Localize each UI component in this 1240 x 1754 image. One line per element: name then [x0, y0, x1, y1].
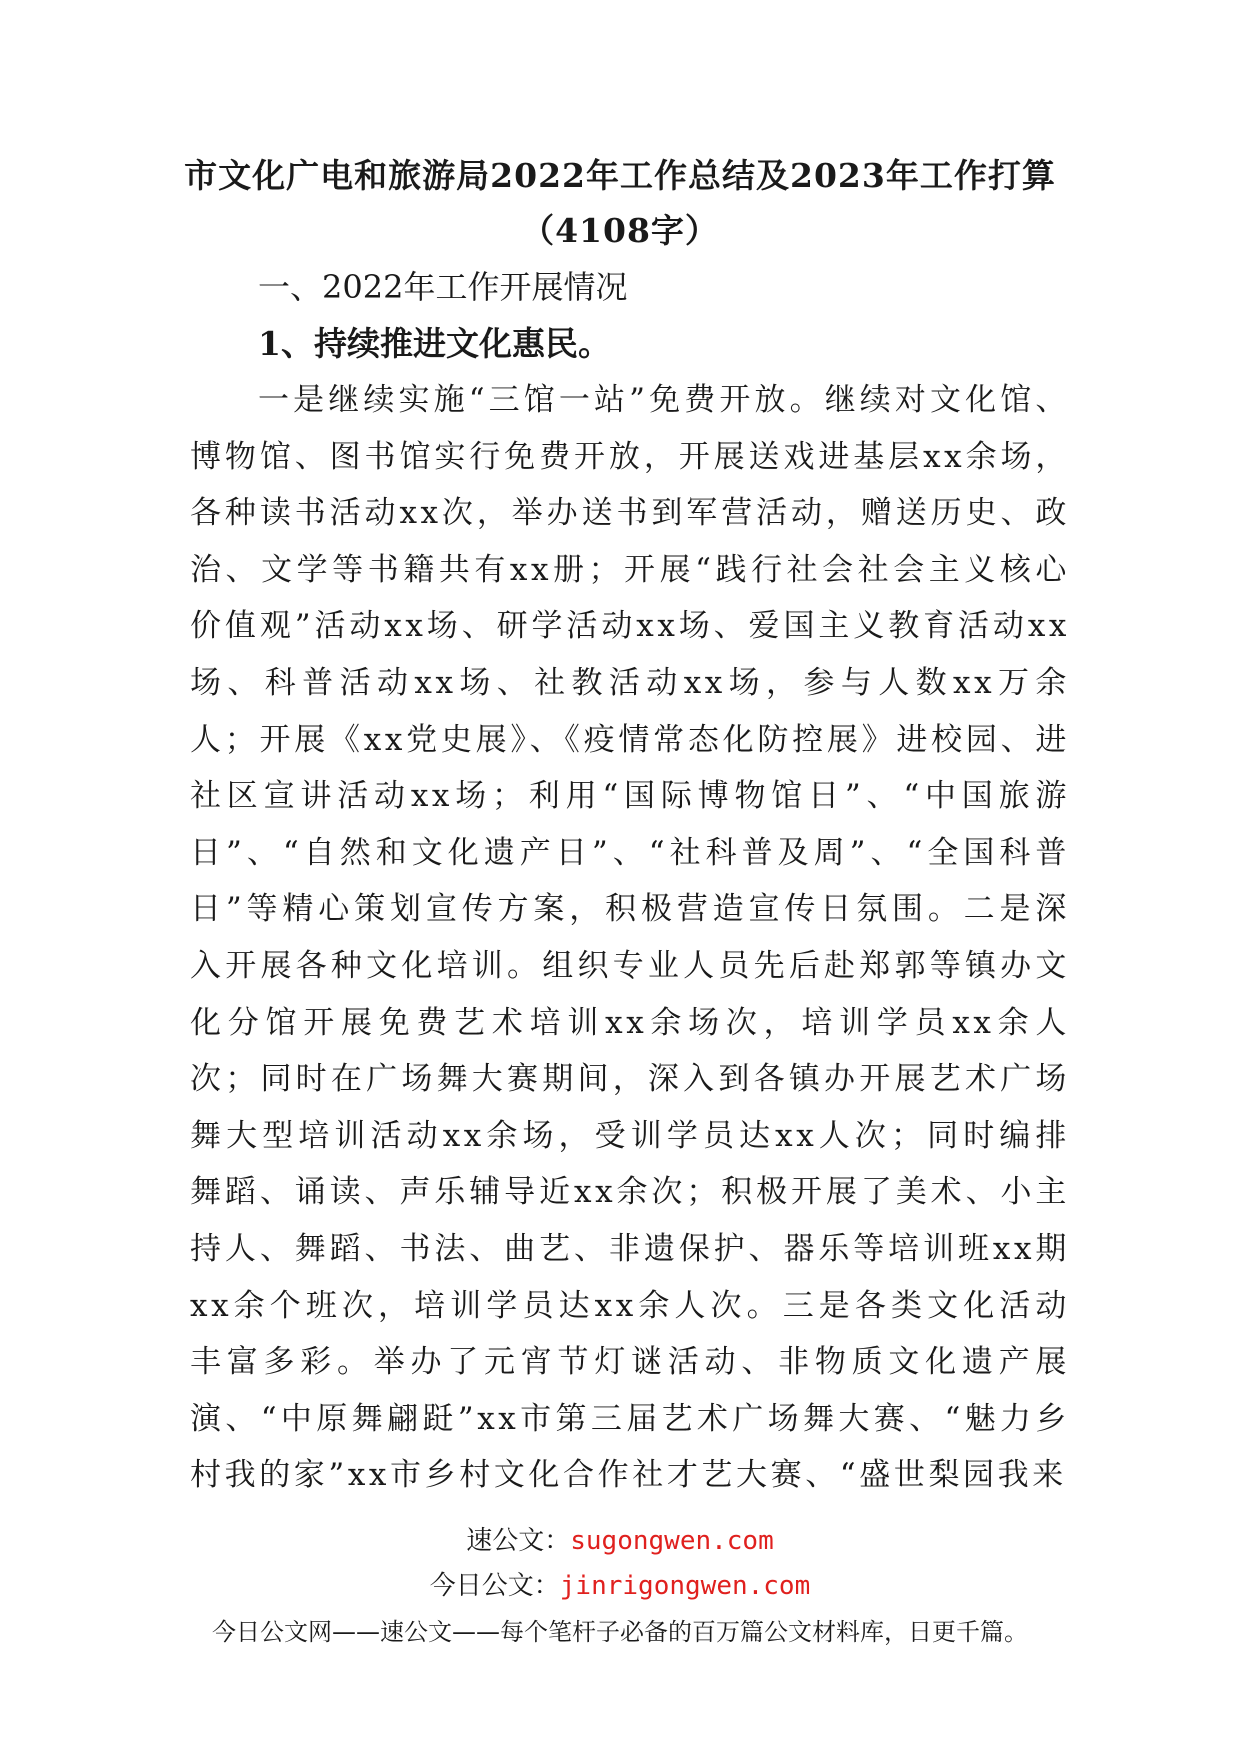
footer-jinrigongwen-label: 今日公文： [429, 1571, 560, 1601]
footer-jinrigongwen [0, 1565, 1240, 1602]
document-title: 市文化广电和旅游局2022年工作总结及2023年工作打算 [184, 156, 1056, 195]
footer-jinrigongwen-link[interactable]: jinrigongwen.com [559, 1571, 811, 1601]
body-paragraph: 一是继续实施“三馆一站”免费开放。继续对文化馆、博物馆、图书馆实行免费开放，开展送戏进基层xx余场，各种读书活动xx次，举办送书到军营活动，赠送历史、政治、文学等书籍共有xx册；开展“践行社会社会主义核心价值观”活动xx场、研学活动xx场、爱国主义教育活动xx场、科普活动xx场、社教活动xx场，参与人数xx万余人；开展《xx党史展》、《疫情常态化防控展》进校园、进社区宣讲活动xx场；利用“国际博物馆日”、“中国旅游日”、“自然和文化遗产日”、“社科普及周”、“全国科普日”等精心策划宣传方案，积极营造宣传日氛围。二是深入开展各种文化培训。组织专业人员先后赴郑郭等镇办文化分馆开展免费艺术培训xx余场次，培训学员xx余人次；同时在广场舞大赛期间，深入到各镇办开展艺术广场舞大型培训活动xx余场，受训学员达xx人次；同时编排舞蹈、诵读、声乐辅导近xx余次；积极开展了美术、小主持人、舞蹈、书法、曲艺、非遗保护、器乐等培训班xx期xx余个班次，培训学员达xx余人次。三是各类文化活动丰富多彩。举办了元宵节灯谜活动、非物质文化遗产展演、“中原舞翩跹”xx市第三届艺术广场舞大赛、“魅力乡村我的家”xx市乡村文化合作社才艺大赛、“盛世梨园我来 [190, 382, 1070, 1494]
section-heading: 一、2022年工作开展情况 [258, 268, 628, 306]
footer-sugongwen-link[interactable]: sugongwen.com [570, 1526, 774, 1556]
document-word-count: （4108字） [521, 211, 719, 250]
footer-slogan: 今日公文网——速公文——每个笔杆子必备的百万篇公文材料库，日更千篇。 [212, 1618, 1028, 1646]
sub-heading: 1、持续推进文化惠民。 [258, 324, 611, 363]
footer-sugongwen [0, 1520, 1240, 1557]
footer-sugongwen-label: 速公文： [466, 1526, 571, 1556]
